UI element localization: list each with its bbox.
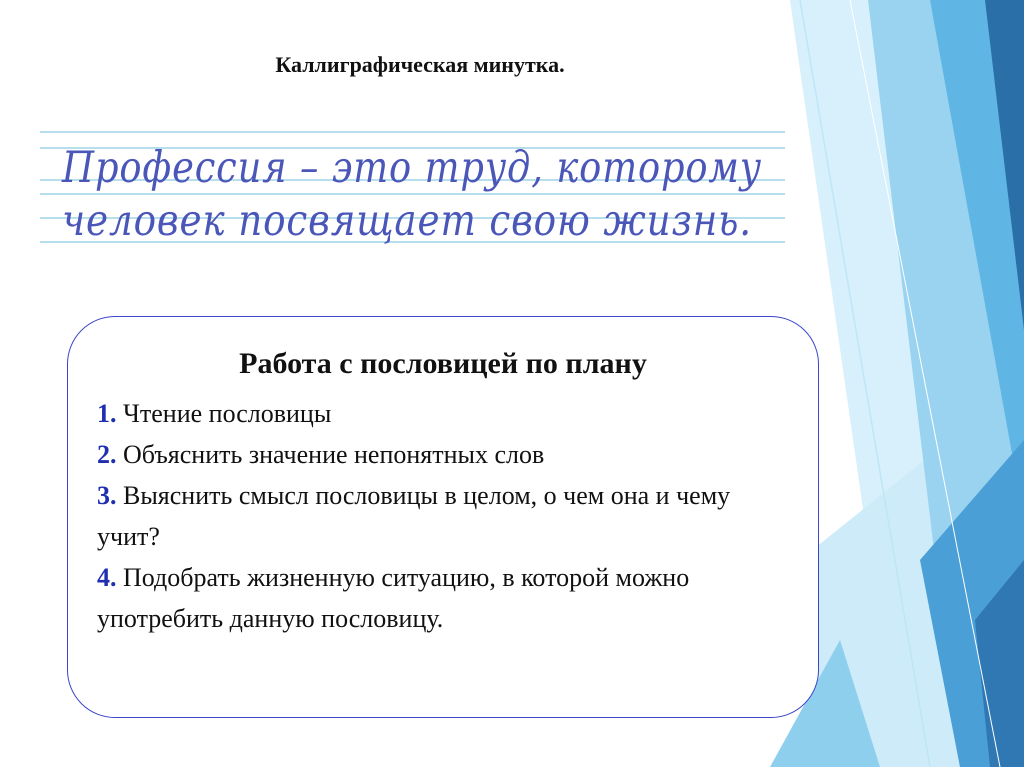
plan-item-number: 4.: [97, 563, 117, 592]
plan-item-text: Объяснить значение непонятных слов: [123, 440, 545, 469]
plan-item-text: Выяснить смысл пословицы в целом, о чем она и чему учит?: [97, 481, 731, 551]
plan-item: [97, 434, 797, 475]
calligraphy-area: [40, 122, 785, 252]
plan-item-number: 1.: [97, 399, 117, 428]
slide-title: Каллиграфическая минутка.: [275, 52, 565, 77]
plan-item: [97, 557, 797, 639]
calligraphy-line-2: человек посвящает свою жизнь.: [62, 196, 752, 246]
plan-list: [97, 393, 797, 639]
plan-item-number: 2.: [97, 440, 117, 469]
plan-heading: Работа с пословицей по плану: [239, 347, 647, 380]
calligraphy-line-1: Профессия – это труд, которому: [61, 143, 762, 193]
plan-item-number: 3.: [97, 481, 117, 510]
plan-item-text: Чтение пословицы: [123, 399, 332, 428]
plan-box: [67, 316, 819, 718]
plan-item-text: Подобрать жизненную ситуацию, в которой можно употребить данную пословицу.: [97, 563, 690, 633]
plan-item: [97, 393, 797, 434]
plan-item: [97, 475, 797, 557]
